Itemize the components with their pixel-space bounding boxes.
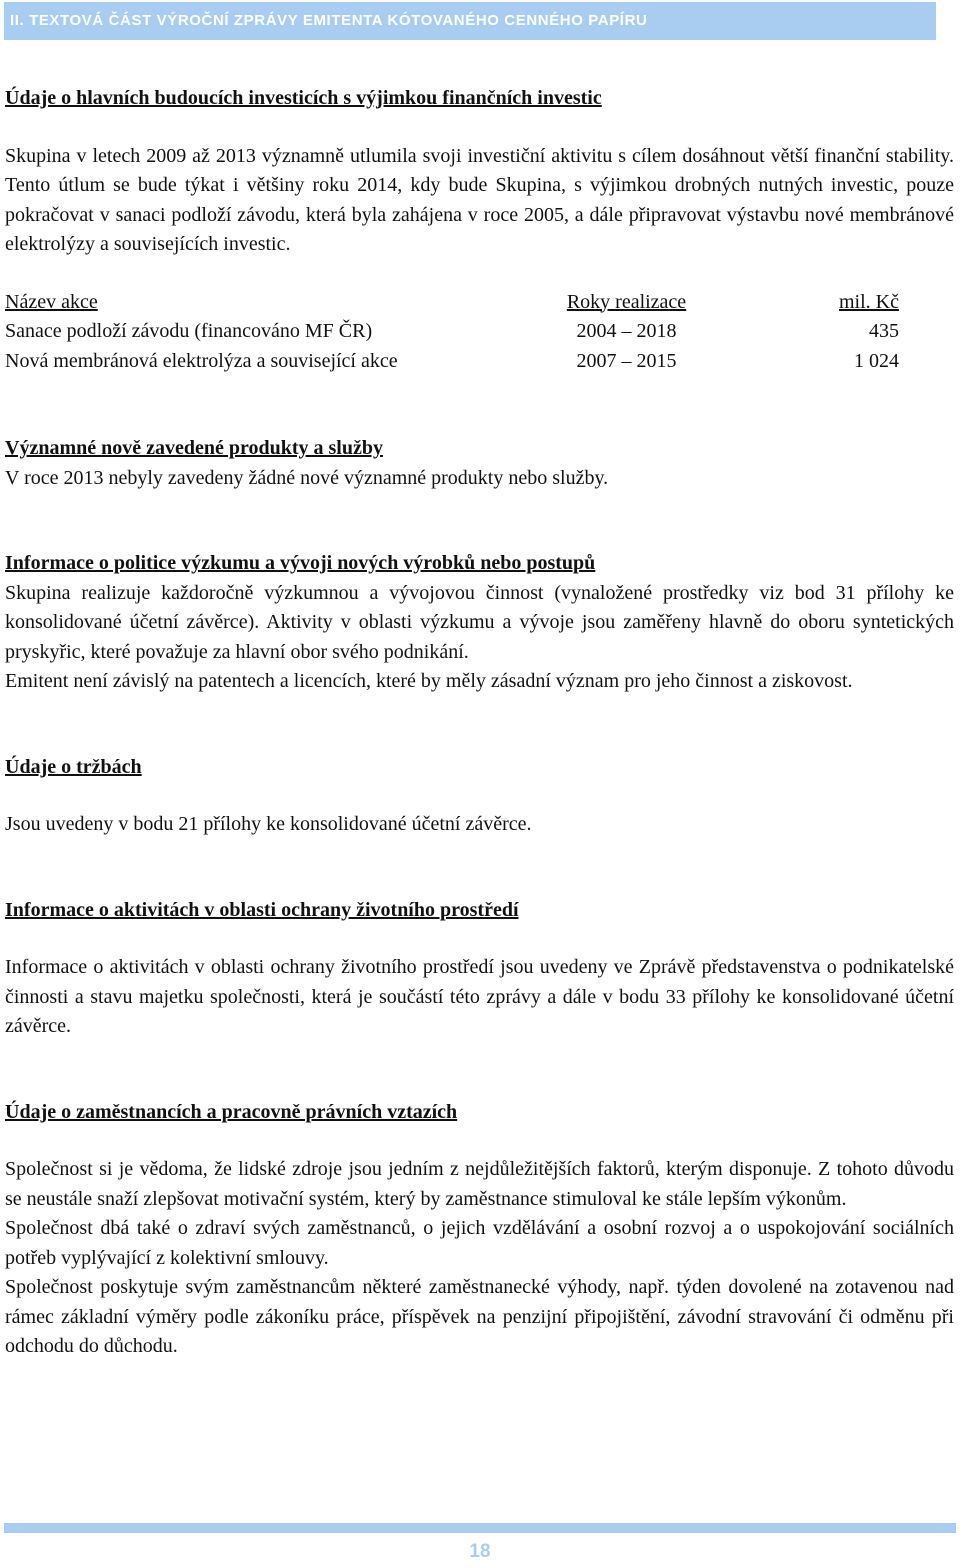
heading-environment: Informace o aktivitách v oblasti ochrany životního prostředí <box>5 898 519 921</box>
paragraph-investments: Skupina v letech 2009 až 2013 významně utlumila svoji investiční aktivitu s cílem dosáhnout větší finanční stability. Tento útlum se bude týkat i většiny roku 2014, kdy bude Skupina, s výjimkou drobných nutných investic, pouze pokračovat v sanaci podloží závodu, která byla zahájena v roce 2005, a dále připravovat výstavbu nové membránové elektrolýzy a souvisejících investic. <box>5 144 954 255</box>
paragraph-environment: Informace o aktivitách v oblasti ochrany životního prostředí jsou uvedeny ve Zprávě představenstva o podnikatelské činnosti a stavu majetku společnosti, která je součástí této zprávy a dále v bodu 33 přílohy ke konsolidované účetní závěrce. <box>5 956 954 1037</box>
paragraph-research-2: Emitent není závislý na patentech a licencích, které by měly zásadní význam pro jeho činnost a ziskovost. <box>5 670 853 692</box>
paragraph-research-1: Skupina realizuje každoročně výzkumnou a vývojovou činnost (vynaložené prostředky viz bod 31 přílohy ke konsolidované účetní závěrce). Aktivity v oblasti výzkumu a vývoje jsou zaměřeny hlavně do oboru syntetických pryskyřic, které považuje za hlavní obor svého podnikání. <box>5 581 954 663</box>
table-cell-years: 2007 – 2015 <box>576 349 677 372</box>
column-header-name: Název akce <box>5 290 98 313</box>
paragraph-employees-1: Společnost si je vědoma, že lidské zdroje jsou jedním z nejdůležitějších faktorů, kterým disponuje. Z tohoto důvodu se neustále snaží zlepšovat motivační systém, který by zaměstnance stimuloval ke stále lepším výkonům. <box>5 1158 954 1210</box>
column-header-years: Roky realizace <box>566 290 687 313</box>
document-body <box>5 84 954 1362</box>
table-cell-name: Nová membránová elektrolýza a související akce <box>5 349 398 372</box>
table-cell-years: 2004 – 2018 <box>576 320 677 342</box>
footer-band <box>4 1523 956 1533</box>
heading-sales: Údaje o tržbách <box>5 755 142 778</box>
table-cell-amount: 1 024 <box>854 349 899 372</box>
investments-table <box>5 288 899 377</box>
table-row <box>5 317 899 347</box>
heading-research: Informace o politice výzkumu a vývoji nových výrobků nebo postupů <box>5 552 596 574</box>
table-row <box>5 347 899 377</box>
paragraph-products: V roce 2013 nebyly zavedeny žádné nové významné produkty nebo služby. <box>5 466 609 489</box>
header-band <box>4 2 936 40</box>
paragraph-employees-2: Společnost dbá také o zdraví svých zaměstnanců, o jejich vzdělávání a osobní rozvoj a o uspokojování sociálních potřeb vyplývající z kolektivní smlouvy. <box>5 1217 954 1269</box>
page-number: 18 <box>469 1541 491 1562</box>
table-cell-amount: 435 <box>869 320 899 342</box>
column-header-amount: mil. Kč <box>839 290 899 313</box>
heading-employees: Údaje o zaměstnancích a pracovně právních vztazích <box>5 1100 458 1123</box>
paragraph-sales: Jsou uvedeny v bodu 21 přílohy ke konsolidované účetní závěrce. <box>5 813 532 835</box>
table-cell-name: Sanace podloží závodu (financováno MF ČR) <box>5 320 373 342</box>
heading-investments: Údaje o hlavních budoucích investicích s výjimkou finančních investic <box>5 87 602 109</box>
heading-products: Významné nově zavedené produkty a služby <box>5 437 383 459</box>
table-header-row <box>5 288 899 318</box>
paragraph-employees-3: Společnost poskytuje svým zaměstnancům některé zaměstnanecké výhody, např. týden dovolené na zotavenou nad rámec základní výměry podle zákoníku práce, příspěvek na penzijní připojištění, závodní stravování či odměnu při odchodu do důchodu. <box>5 1276 954 1357</box>
header-band-title: II. TEXTOVÁ ČÁST VÝROČNÍ ZPRÁVY EMITENTA KÓTOVANÉHO CENNÉHO PAPÍRU <box>10 12 648 29</box>
